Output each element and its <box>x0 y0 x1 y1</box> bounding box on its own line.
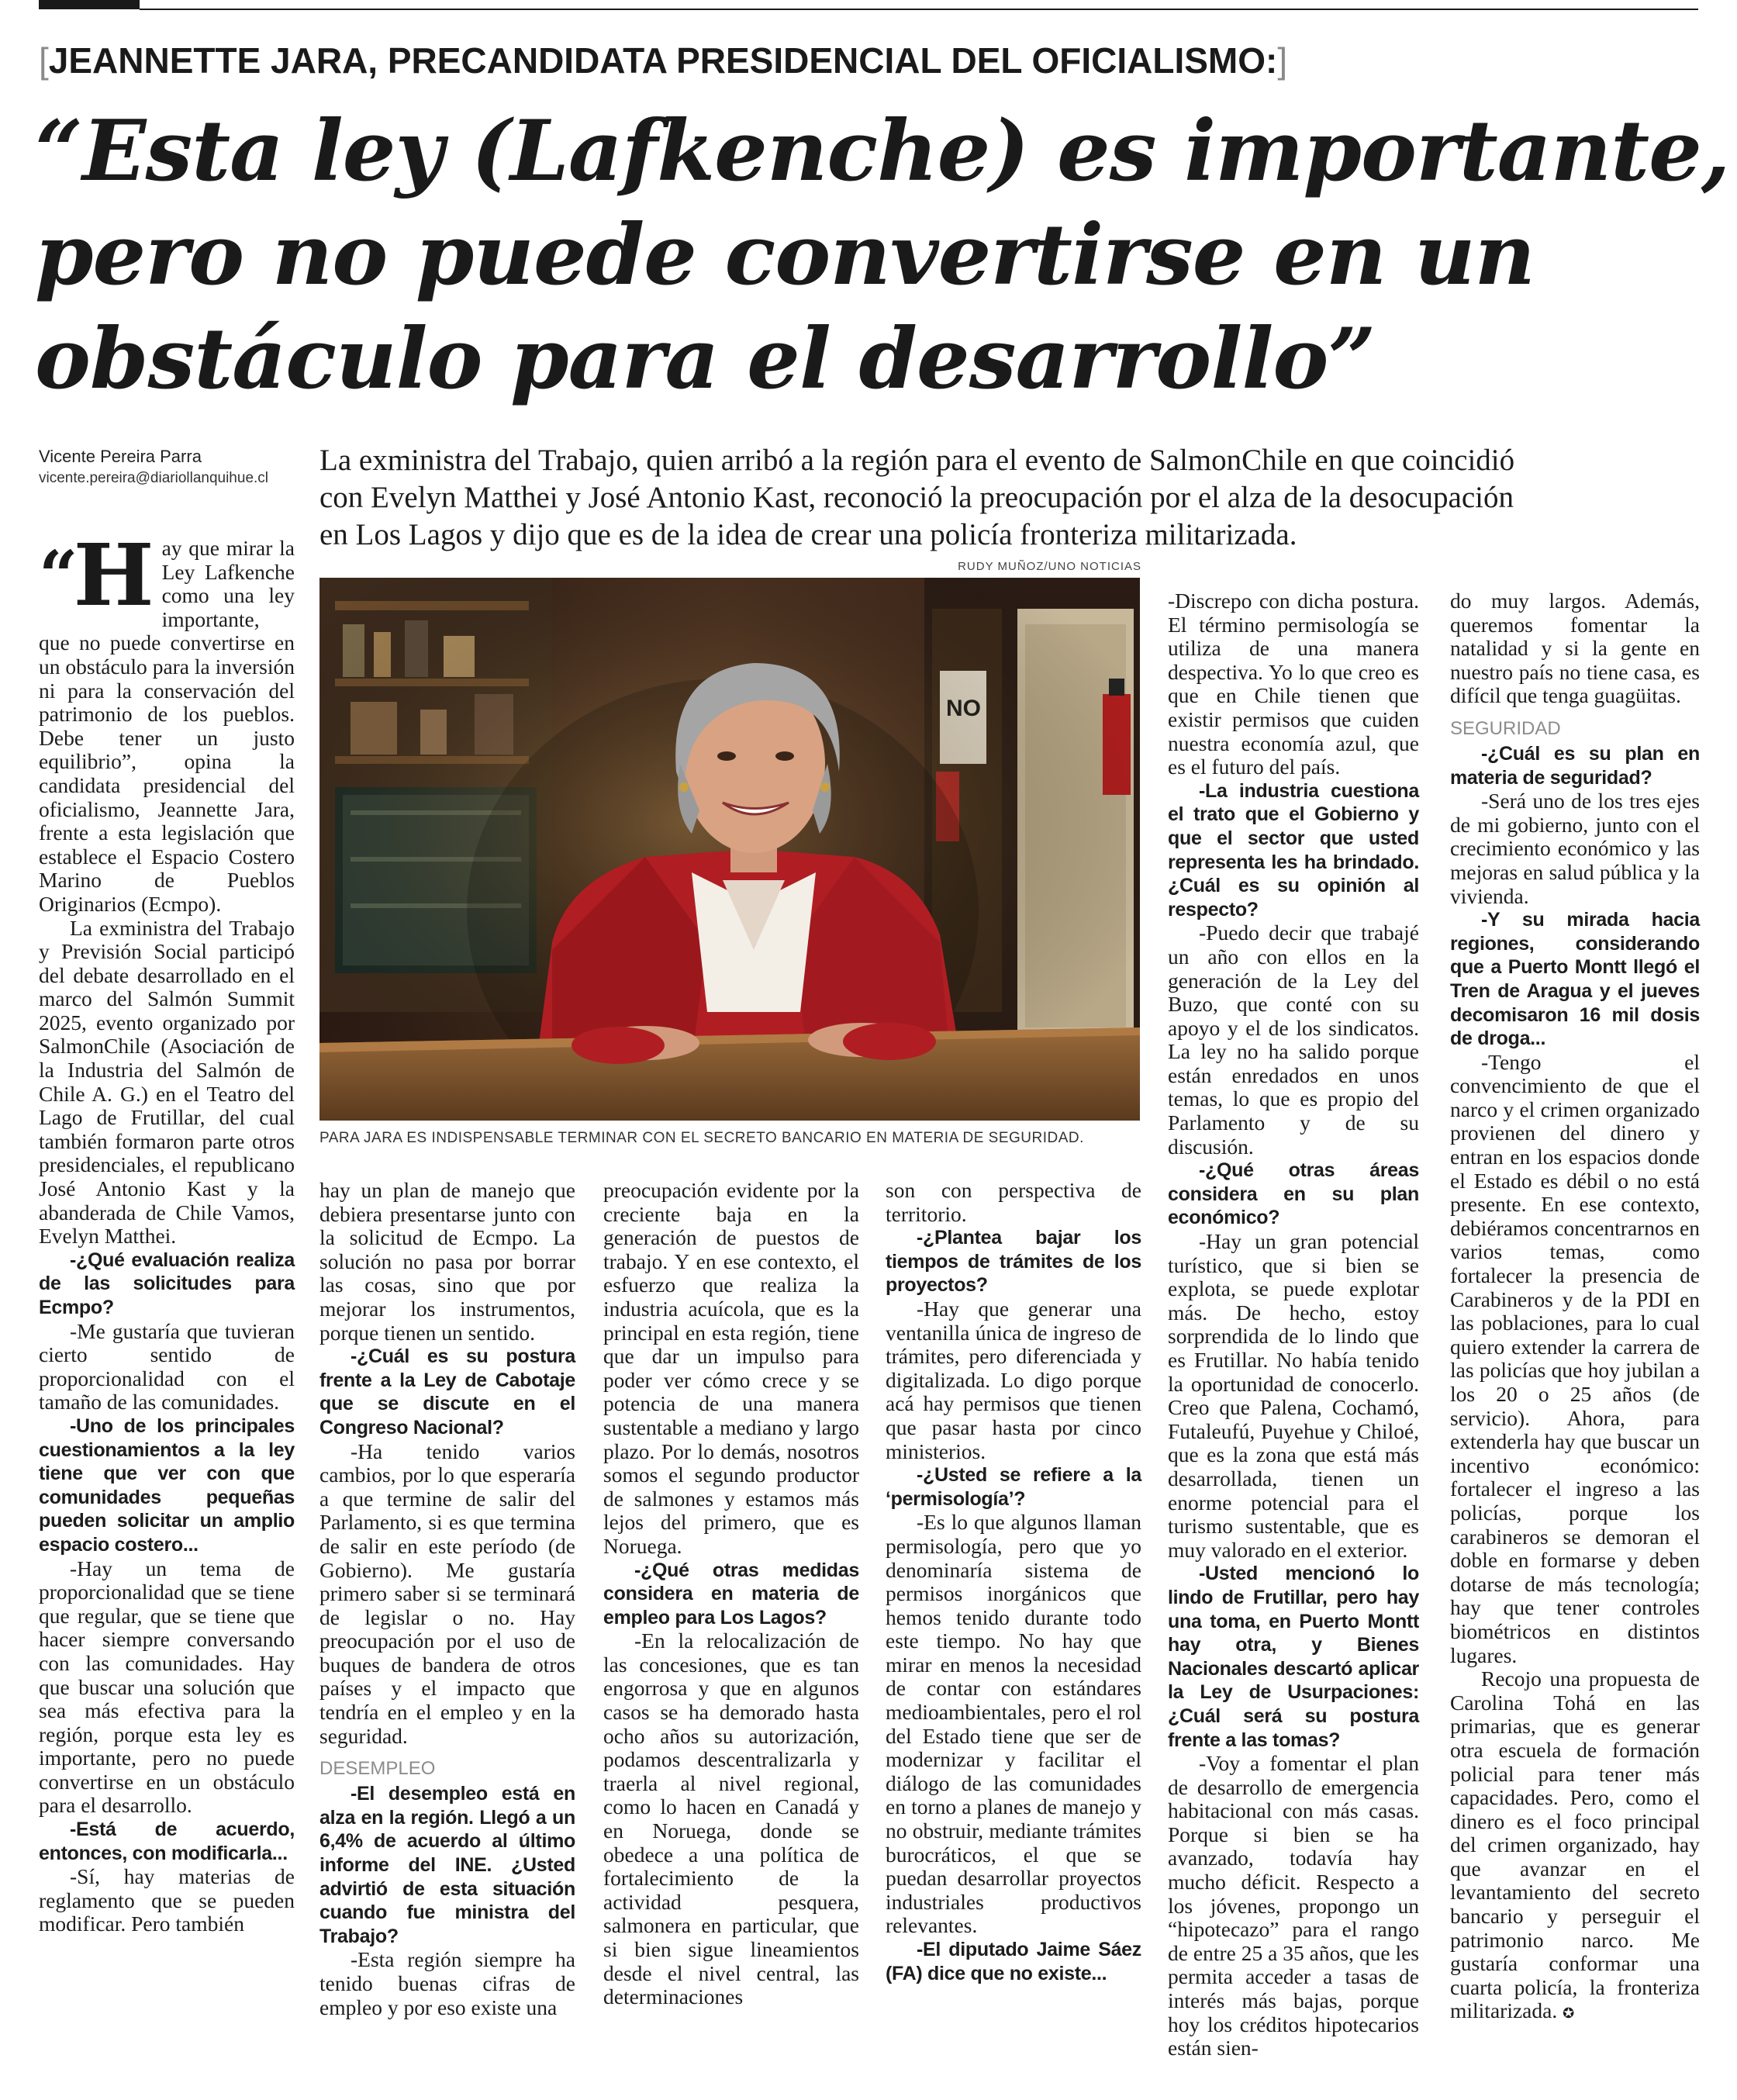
body-paragraph: ay que mirar la Ley Lafkenche como una ley importante, que no puede convertirse en un obstáculo para la inversión ni para la conservación del patrimonio de los pueblos. Debe tener un justo equilibrio”, opina la candidata presidencial del oficialismo, Jeannette Jara, frente a esta legislación que establece el Espacio Costero Marino de Pueblos Originarios (Ecmpo). <box>39 536 295 916</box>
interview-answer: hay un plan de manejo que debiera presentarse junto con la solicitud de Ecmpo. La solución no pasa por borrar las cosas, sino que por mejorar los instrumentos, porque tienen un sentido. <box>319 1178 575 1345</box>
interview-answer: -Esta región siempre ha tenido buenas cifras de empleo y por eso existe una <box>319 1947 575 2019</box>
interview-question: -Está de acuerdo, entonces, con modificarla... <box>39 1819 295 1864</box>
headline-line: obstáculo para el desarrollo” <box>35 310 1376 408</box>
interview-answer: -Puedo decir que trabajé un año con ellos en la generación de la Ley del Buzo, que conté con su apoyo y el de los sindicatos. La ley no ha salido porque están enredados en unos temas, lo que es propio del Parlamento y de su discusión. <box>1168 920 1419 1159</box>
article-photo <box>319 578 1140 1121</box>
interview-question: -¿Qué evaluación realiza de las solicitudes para Ecmpo? <box>39 1249 295 1318</box>
interview-answer: -Hay que generar una ventanilla única de ingreso de trámites, pero diferenciada y digitalizada. Lo digo porque acá hay permisos que tienen que pasar hasta por cinco ministerios. <box>886 1296 1141 1463</box>
interview-answer: -Sí, hay materias de reglamento que se pueden modificar. Pero también <box>39 1864 295 1936</box>
section-label: DESEMPLEO <box>319 1758 436 1780</box>
lead-line: en Los Lagos y dijo que es de la idea de crear una policía fronteriza militarizada. <box>319 518 1297 551</box>
body-column-2 <box>319 1179 575 2019</box>
kicker-open-bracket: [ <box>39 40 49 81</box>
interview-answer: -En la relocalización de las concesiones, que es tan engorrosa y que en algunos casos se ha demorado hasta ocho años su autorización, podamos descentralizarla y traerla al nivel regional, como lo hacen en Canadá y en Noruega, donde se obedece a una política de fortalecimiento de la actividad pesquera, salmonera en particular, que si bien sigue lineamientos desde el nivel central, las determinaciones <box>603 1629 859 2009</box>
interview-question: -El diputado Jaime Sáez (FA) dice que no existe... <box>886 1939 1141 1984</box>
interview-question: -¿Qué otras áreas considera en su plan económico? <box>1168 1159 1419 1229</box>
interview-answer: -Ha tenido varios cambios, por lo que esperaría a que termine de salir del Parlamento, si es que termina de salir en este período (de Gobierno). Me gustaría primero saber si se terminará de legislar o no. Hay preocupación por el uso de buques de bandera de otros países y el impacto que tendría en el empleo y en la seguridad. <box>319 1439 575 1748</box>
interview-answer: -Hay un gran potencial turístico, que si bien se explota, se puede explotar más. De hecho, estoy sorprendida de lo lindo que es Frutillar. No había tenido la oportunidad de conocerlo. Creo que Palena, Cochamó, Futaleufú, Puyehue y Chiloé, que es la zona que está más desarrollada, tienen un enorme potencial para el turismo sustentable, que es muy valorado en el exterior. <box>1168 1229 1419 1562</box>
interview-answer: -Me gustaría que tuvieran cierto sentido de proporcionalidad con el tamaño de las comunidades. <box>39 1318 295 1414</box>
body-column-6 <box>1450 589 1700 2026</box>
interview-answer: -Voy a fomentar el plan de desarrollo de emergencia habitacional con más casas. Porque si bien se ha avanzado, todavía hay mucho déficit. Respecto a los jóvenes, propongo un “hipotecazo” para el rango de entre 25 a 35 años, que les permita acceder a tasas de interés más bajas, porque hoy los créditos hipotecarios están sien- <box>1168 1751 1419 2060</box>
interview-answer: preocupación evidente por la creciente baja en la generación de puestos de trabajo. Y en ese contexto, el esfuerzo que realiza la industria acuícola, que es la principal en esta región, tiene que dar un impulso para poder ver cómo crece y se potencia de una manera sustentable a mediano y largo plazo. Por lo demás, nosotros somos el segundo productor de salmones y estamos más lejos del primero, que es Noruega. <box>603 1178 859 1558</box>
lead-paragraph <box>319 442 1700 558</box>
drop-cap-letter: H <box>73 525 154 625</box>
photo-credit: RUDY MUÑOZ/UNO NOTICIAS <box>958 560 1141 573</box>
interview-answer: son con perspectiva de territorio. <box>886 1178 1141 1226</box>
interview-answer: do muy largos. Además, queremos fomentar la natalidad y si la gente en nuestro país no tiene casa, es difícil que tenga guagüitas. <box>1450 589 1700 708</box>
interview-question: -¿Cuál es su postura frente a la Ley de Cabotaje que se discute en el Congreso Nacional? <box>319 1345 575 1439</box>
byline <box>39 445 295 492</box>
interview-answer: -Tengo el convencimiento de que el narco y el crimen organizado provienen del dinero y entran en los espacios donde el Estado es débil o no está presente. En ese contexto, debiéramos concentrarnos en varios temas, como fortalecer la presencia de Carabineros y de la PDI en las poblaciones, para lo cual quiero extender la carrera de las policías que hoy jubilan a los 20 o 25 años (de servicio). Ahora, para extenderla hay que buscar un incentivo económico: fortalecer el ingreso a las policías, porque los carabineros se demoran el doble en formarse y deben dotarse de más tecnología; hay que tener controles biométricos en distintos lugares. <box>1450 1049 1700 1667</box>
interview-question: -¿Cuál es su plan en materia de seguridad? <box>1450 742 1700 789</box>
interview-answer: -Es lo que algunos llaman permisología, pero que yo denominaría sistema de permisos inorgánicos que hemos tenido durante todo este tiempo. No hay que mirar en menos la necesidad de contar con estándares medioambientales, pero el rol del Estado tiene que ser de modernizar y facilitar el diálogo de las comunidades en torno a planes de manejo y no obstruir, mediante trámites burocráticos, el que se puedan desarrollar proyectos industriales productivos relevantes. <box>886 1510 1141 1938</box>
interview-question: -La industria cuestiona el trato que el Gobierno y que el sector que usted representa les ha brindado. ¿Cuál es su opinión al respecto? <box>1168 779 1419 920</box>
top-rule-block <box>39 0 140 9</box>
drop-cap-quote: “ <box>39 535 74 616</box>
byline-email[interactable]: vicente.pereira@diariollanquihue.cl <box>39 470 269 486</box>
body-paragraph: La exministra del Trabajo y Previsión Social participó del debate desarrollado en el marco del Salmón Summit 2025, evento organizado por SalmonChile (Asociación de la Industria del Salmón de Chile A. G.) en el Teatro del Lago de Frutillar, del cual también formaron parte otros presidenciales, el republicano José Antonio Kast y la abanderada de Chile Vamos, Evelyn Matthei. <box>39 915 295 1249</box>
body-column-4 <box>886 1179 1141 1985</box>
headline-line: pero no puede convertirse en un <box>35 206 1535 304</box>
kicker <box>39 37 1698 84</box>
interview-question: -Uno de los principales cuestionamientos a la ley tiene que ver con que comunidades pequeñas pueden solicitar un amplio espacio costero... <box>39 1414 295 1556</box>
byline-author: Vicente Pereira Parra <box>39 447 202 466</box>
interview-answer: -Discrepo con dicha postura. El término permisología se utiliza de una manera despectiva. Yo lo que creo es que en Chile tienen que existir permisos que cuiden nuestra economía azul, que es el futuro del país. <box>1168 589 1419 779</box>
drop-cap <box>39 525 154 625</box>
interview-question: -Usted mencionó lo lindo de Frutillar, pero hay una toma, en Puerto Montt hay otra, y Bienes Nacionales descartó aplicar la Ley de Usurpaciones: ¿Cuál será su postura frente a las tomas? <box>1168 1563 1419 1751</box>
interview-question: -¿Qué otras medidas considera en materia de empleo para Los Lagos? <box>603 1559 859 1629</box>
interview-question: -Y su mirada hacia regiones, considerando que a Puerto Montt llegó el Tren de Aragua y el jueves decomisaron 16 mil dosis de droga... <box>1450 909 1700 1050</box>
headline-line: “Esta ley (Lafkenche) es importante, <box>35 102 1730 200</box>
body-column-1 <box>39 525 295 1936</box>
interview-answer: -Será uno de los tres ejes de mi gobierno, junto con el crecimiento económico y las mejoras en salud pública y la vivienda. <box>1450 789 1700 908</box>
kicker-close-bracket: ] <box>1277 40 1288 81</box>
interview-answer: -Hay un tema de proporcionalidad que se tiene que regular, que se tiene que hacer siempre conversando con las comunidades. Hay que buscar una solución que sea más efectiva para la región, porque esta ley es importante, pero no puede convertirse en un obstáculo para el desarrollo. <box>39 1556 295 1818</box>
interview-question: -¿Usted se refiere a la ‘permisología’? <box>886 1464 1141 1510</box>
interview-question: -¿Plantea bajar los tiempos de trámites de los proyectos? <box>886 1227 1141 1297</box>
section-label: SEGURIDAD <box>1450 717 1561 739</box>
end-mark-icon: ✪ <box>1563 2005 1575 2022</box>
photo-caption: PARA JARA ES INDISPENSABLE TERMINAR CON EL SECRETO BANCARIO EN MATERIA DE SEGURIDAD. <box>319 1130 1084 1146</box>
body-column-3 <box>603 1179 859 2009</box>
headline <box>35 99 1730 425</box>
body-column-5 <box>1168 589 1419 2060</box>
photo-illustration <box>319 578 1140 1121</box>
interview-question: -El desempleo está en alza en la región. Llegó a un 6,4% de acuerdo al último informe del INE. ¿Usted advirtió de esta situación cuando fue ministra del Trabajo? <box>319 1783 575 1947</box>
drop-cap-paragraph <box>39 525 295 917</box>
lead-line: La exministra del Trabajo, quien arribó a la región para el evento de SalmonChile en que coincidió <box>319 444 1515 477</box>
kicker-text: JEANNETTE JARA, PRECANDIDATA PRESIDENCIAL DEL OFICIALISMO: <box>48 40 1278 81</box>
lead-line: con Evelyn Matthei y José Antonio Kast, reconoció la preocupación por el alza de la desocupación <box>319 481 1514 514</box>
top-rule-line <box>140 9 1698 10</box>
closing-paragraph-text: Recojo una propuesta de Carolina Tohá en las primarias, que es generar otra escuela de formación policial para tener más capacidades. Pero, como el dinero es el foco principal del crimen organizado, hay que avanzar en el levantamiento del secreto bancario y perseguir el patrimonio narco. Me gustaría conformar una cuarta policía, la fronteriza militarizada. <box>1450 1667 1700 2023</box>
body-paragraph <box>1450 1667 1700 2026</box>
